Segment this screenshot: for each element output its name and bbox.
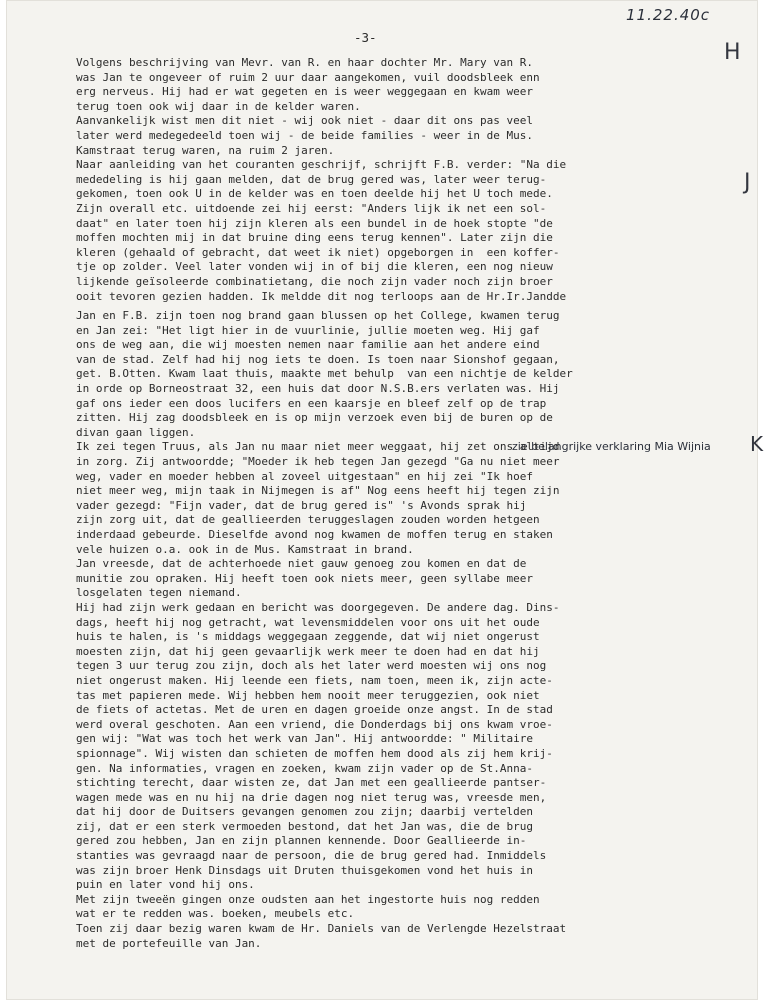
text-line: later werd medegedeeld toen wij - de beide families - weer in de Mus. — [76, 128, 533, 142]
text-line: in zorg. Zij antwoordde; "Moeder ik heb tegen Jan gezegd "Ga nu niet meer — [76, 455, 560, 469]
handwritten-note: zie belangrijke verklaring Mia Wijnia — [512, 440, 711, 453]
text-line: wat er te redden was. boeken, meubels etc. — [76, 907, 355, 921]
text-line: wagen mede was en nu hij na drie dagen nog niet terug was, vreesde men, — [76, 790, 547, 804]
text-line: Aanvankelijk wist men dit niet - wij ook niet - daar dit ons pas veel — [76, 114, 533, 128]
text-line: zijn zorg uit, dat de geallieerden teruggeslagen zouden worden hetgeen — [76, 513, 540, 527]
text-line: dags, heeft hij nog getracht, wat levensmiddelen voor ons uit het oude — [76, 615, 540, 629]
text-line: gen. Na informaties, vragen en zoeken, kwam zijn vader op de St.Anna- — [76, 761, 533, 775]
text-line: vele huizen o.a. ook in de Mus. Kamstraat in brand. — [76, 542, 414, 556]
text-line: Ik zei tegen Truus, als Jan nu maar niet meer weggaat, hij zet ons altijd — [76, 440, 560, 454]
text-line: in orde op Borneostraat 32, een huis dat door N.S.B.ers verlaten was. Hij — [76, 382, 560, 396]
text-line: gekomen, toen ook U in de kelder was en toen deelde hij het U toch mede. — [76, 187, 553, 201]
text-line: was Jan te ongeveer of ruim 2 uur daar aangekomen, vuil doodsbleek enn — [76, 70, 540, 84]
text-line: en Jan zei: "Het ligt hier in de vuurlinie, jullie moeten weg. Hij gaf — [76, 323, 540, 337]
text-line: gaf ons ieder een doos lucifers en een kaarsje en bleef zelf op de trap — [76, 396, 547, 410]
text-line: Kamstraat terug waren, na ruim 2 jaren. — [76, 143, 335, 157]
text-line: weg, vader en moeder hebben al zoveel uitgestaan" en hij zei "Ik hoef — [76, 469, 533, 483]
text-line: erg nerveus. Hij had er wat gegeten en is weer weggegaan en kwam weer — [76, 85, 533, 99]
text-line: Volgens beschrijving van Mevr. van R. en haar dochter Mr. Mary van R. — [76, 56, 533, 69]
text-line: terug toen ook wij daar in de kelder waren. — [76, 99, 361, 113]
text-line: ooit tevoren gezien hadden. Ik meldde dit nog terloops aan de Hr.Ir.Jandde — [76, 289, 567, 303]
text-line: Toen zij daar bezig waren kwam de Hr. Daniels van de Verlengde Hezelstraat — [76, 922, 567, 936]
text-line: huis te halen, is 's middags weggegaan zeggende, dat wij niet ongerust — [76, 630, 540, 644]
text-line: mededeling is hij gaan melden, dat de brug gered was, later weer terug- — [76, 172, 547, 186]
text-line: munitie zou opraken. Hij heeft toen ook niets meer, geen syllabe meer — [76, 571, 533, 585]
typed-body-text — [76, 56, 748, 951]
text-line: kleren (gehaald of gebracht, dat weet ik niet) opgeborgen in een koffer- — [76, 245, 560, 259]
text-line: Met zijn tweeën gingen onze oudsten aan het ingestorte huis nog redden — [76, 892, 540, 906]
text-line: inderdaad gebeurde. Dieselfde avond nog kwamen de moffen terug en staken — [76, 528, 553, 541]
text-line: gen wij: "Wat was toch het werk van Jan". Hij antwoordde: " Militaire — [76, 732, 533, 746]
text-line: niet meer weg, mijn taak in Nijmegen is af" Nog eens heeft hij tegen zijn — [76, 484, 560, 498]
text-line: niet ongerust maken. Hij leende een fiets, nam toen, meen ik, zijn acte- — [76, 673, 553, 687]
text-line: vader gezegd: "Fijn vader, dat de brug gered is" 's Avonds sprak hij — [76, 498, 527, 512]
text-line: Jan vreesde, dat de achterhoede niet gauw genoeg zou komen en dat de — [76, 557, 527, 571]
text-line: was zijn broer Henk Dinsdags uit Druten thuisgekomen vond het huis in — [76, 863, 533, 877]
text-line: Zijn overall etc. uitdoende zei hij eerst: "Anders lijk ik net een sol- — [76, 201, 547, 215]
text-line: zij, dat er een sterk vermoeden bestond, dat het Jan was, die de brug — [76, 819, 533, 833]
text-line: stichting terecht, daar wisten ze, dat Jan met een geallieerde pantser- — [76, 776, 547, 790]
text-line: zitten. Hij zag doodsbleek en is op mijn verzoek even bij de buren op de — [76, 411, 553, 425]
text-line: Naar aanleiding van het couranten geschrijf, schrijft F.B. verder: "Na die — [76, 158, 567, 172]
document-page — [6, 0, 764, 1000]
text-line: tegen 3 uur terug zou zijn, doch als het later werd moesten wij ons nog — [76, 659, 547, 673]
text-line: met de portefeuille van Jan. — [76, 936, 262, 950]
text-line: get. B.Otten. Kwam laat thuis, maakte met behulp van een nichtje de kelder — [76, 367, 573, 381]
text-line: puin en later vond hij ons. — [76, 878, 255, 892]
text-line: stanties was gevraagd naar de persoon, die de brug gered had. Inmiddels — [76, 849, 547, 863]
text-line: ons de weg aan, die wij moesten nemen naar familie aan het andere eind — [76, 338, 540, 352]
text-line: spionnage". Wij wisten dan schieten de moffen hem dood als zij hem krij- — [76, 746, 553, 760]
text-line: Hij had zijn werk gedaan en bericht was doorgegeven. De andere dag. Dins- — [76, 600, 560, 614]
margin-letter-k: K — [750, 432, 764, 456]
text-line: tas met papieren mede. Wij hebben hem nooit meer teruggezien, ook niet — [76, 688, 540, 702]
text-line: werd overal geschoten. Aan een vriend, die Donderdags bij ons kwam vroe- — [76, 717, 553, 731]
text-line: dat hij door de Duitsers gevangen genomen zou zijn; daarbij vertelden — [76, 805, 533, 819]
page-number: -3- — [354, 30, 377, 45]
margin-letter-j: J — [744, 170, 751, 195]
text-line: gered zou hebben, Jan en zijn plannen kennende. Door Geallieerde in- — [76, 834, 527, 848]
text-line: tje op zolder. Veel later vonden wij in of bij die kleren, een nog nieuw — [76, 260, 553, 274]
text-line: divan gaan liggen. — [76, 425, 196, 439]
text-line: de fiets of actetas. Met de uren en dagen groeide onze angst. In de stad — [76, 703, 553, 717]
margin-letter-h: H — [724, 40, 741, 65]
text-line: Jan en F.B. zijn toen nog brand gaan blussen op het College, kwamen terug — [76, 309, 560, 323]
archive-reference: 11.22.40c — [626, 6, 711, 24]
text-line: moesten zijn, dat hij geen gevaarlijk werk meer te doen had en dat hij — [76, 644, 540, 658]
text-line: losgelaten tegen niemand. — [76, 586, 242, 600]
text-line: daat" en later toen hij zijn kleren als een bundel in de hoek stopte "de — [76, 216, 553, 230]
text-line: moffen mochten mij in dat bruine ding eens terug kennen". Later zijn die — [76, 231, 553, 245]
text-line: lijkende geïsoleerde combinatietang, die noch zijn vader noch zijn broer — [76, 274, 553, 288]
text-line: van de stad. Zelf had hij nog iets te doen. Is toen naar Sionshof gegaan, — [76, 352, 560, 366]
